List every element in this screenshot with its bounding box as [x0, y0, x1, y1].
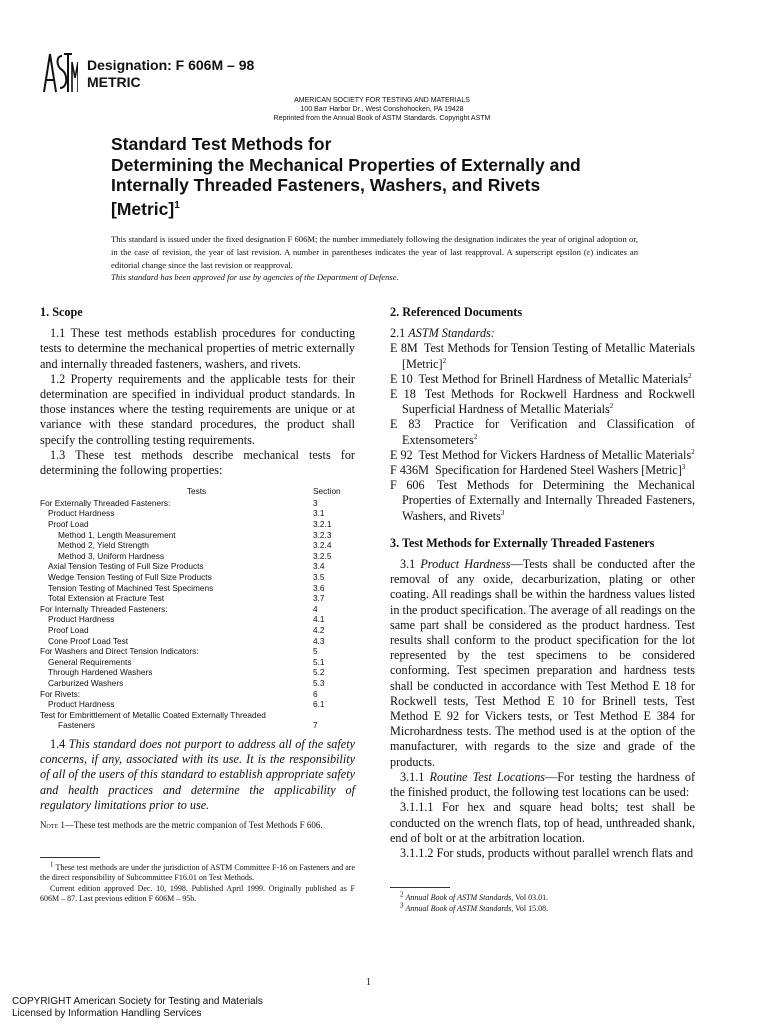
test-name: Product Hardness	[48, 699, 115, 710]
test-section: 6	[313, 688, 318, 699]
table-row	[40, 498, 355, 509]
table-row	[40, 710, 355, 721]
test-section: 3.2.1	[313, 519, 332, 530]
test-section: 5.2	[313, 667, 325, 678]
publisher-block	[200, 96, 564, 123]
footnote-mark: 3	[500, 508, 505, 517]
paragraph-3-1-1-2: 3.1.1.2 For studs, products without parallel wrench flats and	[400, 845, 694, 860]
footnote-2	[390, 890, 695, 904]
reference-title: Test Method for Brinell Hardness of Metallic Materials	[418, 371, 689, 386]
test-name: Product Hardness	[48, 508, 115, 519]
reference-title: Practice for Verification and Classification of Extensometers	[402, 417, 695, 447]
reference-code: E 18	[390, 387, 416, 402]
footnote-mark: 3	[400, 900, 404, 909]
test-name: Wedge Tension Testing of Full Size Products	[48, 571, 212, 582]
footnote-divider	[40, 857, 100, 858]
test-section: 4.3	[313, 635, 325, 646]
test-name: Fasteners	[58, 720, 95, 731]
designation-block	[87, 57, 254, 91]
reference-code: E 10	[390, 371, 413, 386]
footnote-source: Annual Book of ASTM Standards	[405, 893, 512, 903]
table-row	[40, 530, 355, 541]
test-name: Proof Load	[48, 519, 89, 530]
test-section: 5	[313, 646, 318, 657]
subsection-number: 2.1	[390, 326, 406, 341]
test-section: 3.4	[313, 561, 325, 572]
table-row	[40, 667, 355, 678]
reference-title: Test Methods for Determining the Mechanical Properties of Externally and Internally Threaded Fasteners, Washers, and Rivets	[402, 478, 695, 523]
paragraph-text: —For testing the hardness of the finished product, the following test locations can be used:	[390, 769, 696, 800]
test-section: 3.2.3	[313, 529, 332, 540]
table-row	[40, 593, 355, 604]
test-section: 5.1	[313, 656, 325, 667]
note-text: 1—These test methods are the metric companion of Test Methods F 606.	[60, 819, 323, 830]
table-row	[40, 689, 355, 700]
left-column	[40, 305, 355, 905]
footnote-mark: 2	[688, 371, 692, 380]
test-name: Method 2, Yield Strength	[58, 540, 149, 551]
table-row	[40, 636, 355, 647]
table-row	[40, 572, 355, 583]
tests-table-header	[40, 486, 355, 497]
publisher-name: AMERICAN SOCIETY FOR TESTING AND MATERIALS	[294, 97, 470, 104]
table-row	[40, 646, 355, 657]
title-line-1: Standard Test Methods for	[111, 134, 332, 154]
paragraph-3-1	[390, 557, 695, 770]
reference-code: F 606	[390, 478, 425, 493]
footnote-volume: , Vol 03.01.	[511, 893, 549, 903]
paragraph-title: Product Hardness	[420, 557, 511, 572]
reference-code: F 436M	[390, 463, 429, 478]
footnote-1	[40, 860, 355, 884]
reference-code: E 92	[390, 447, 413, 462]
test-name: For Internally Threaded Fasteners:	[40, 603, 168, 614]
test-name: Axial Tension Testing of Full Size Products	[48, 561, 204, 572]
paragraph-number: 3.1.1	[400, 769, 425, 784]
test-name: General Requirements	[48, 656, 132, 667]
table-row	[40, 625, 355, 636]
reference-item	[390, 463, 695, 478]
table-row	[40, 551, 355, 562]
title-line-3: Internally Threaded Fasteners, Washers, and Rivets	[111, 175, 541, 195]
section-heading-externally-threaded: 3. Test Methods for Externally Threaded Fasteners	[390, 535, 655, 550]
reference-item	[390, 448, 695, 463]
test-section: 3.2.4	[313, 540, 332, 551]
table-row	[40, 561, 355, 572]
test-name: Tension Testing of Machined Test Specimens	[48, 582, 214, 593]
test-name: For Rivets:	[40, 688, 81, 699]
test-name: Proof Load	[48, 624, 89, 635]
copyright-footer	[12, 996, 263, 1020]
copyright-line: COPYRIGHT American Society for Testing and Materials	[12, 996, 263, 1007]
test-name: Test for Embrittlement of Metallic Coated Externally Threaded	[40, 709, 266, 720]
footnote-mark: 1	[50, 860, 54, 869]
table-row	[40, 614, 355, 625]
footnote-mark: 2	[400, 890, 404, 899]
reference-title: Test Methods for Rockwell Hardness and Rockwell Superficial Hardness of Metallic Materials	[402, 387, 696, 417]
issuance-statement: This standard is issued under the fixed designation F 606M; the number immediately following the designation indicates the year of original adoption or, in the case of revision, the year of last revision. A number in parentheses indicates the year of last reapproval. A superscript epsilon (ε) indicates an editorial change since the last revision or reapproval.	[111, 234, 638, 270]
title-line-4	[111, 196, 631, 219]
footnote-text: These test methods are under the jurisdiction of ASTM Committee F-16 on Fasteners and are the direct responsibility of Subcommittee F16.01 on Test Methods.	[40, 862, 355, 883]
paragraph-3-1-1	[390, 770, 695, 800]
test-name: Carburized Washers	[48, 677, 124, 688]
table-row	[40, 720, 355, 731]
license-line: Licensed by Information Handling Services	[12, 1008, 202, 1019]
test-name: Method 3, Uniform Hardness	[58, 550, 165, 561]
footnote-divider	[390, 887, 450, 888]
designation: Designation: F 606M – 98	[87, 57, 255, 73]
table-row	[40, 657, 355, 668]
note-1	[40, 819, 355, 831]
safety-statement: This standard does not purport to address all of the safety concerns, if any, associated with its use. It is the responsibility of all of the users of this standard to establish appropriate safety and health practices and determine the applicability of regulatory limitations prior to use.	[40, 736, 355, 812]
document-title	[111, 134, 631, 219]
section-heading-scope: 1. Scope	[40, 305, 83, 319]
paragraph-3-1-1-1: 3.1.1.1 For hex and square head bolts; test shall be conducted on the wrench flats, top of head, unthreaded shank, end of bolt or at the arbitration location.	[390, 800, 695, 845]
footnote-mark: 2	[691, 447, 695, 456]
footnote-1-edition: Current edition approved Dec. 10, 1998. Published April 1999. Originally published as F 606M – 87. Last previous edition F 606M – 95b.	[40, 883, 355, 904]
test-name: Through Hardened Washers	[48, 667, 153, 678]
test-section: 5.3	[313, 677, 325, 688]
footnote-source: Annual Book of ASTM Standards	[405, 903, 512, 913]
reference-item	[390, 372, 695, 387]
paragraph-1-2: 1.2 Property requirements and the applicable tests for their determination are specified in individual product standards. In those instances where the testing requirements are unique or at variance with these standard procedures, the product shall specify the controlling testing requirements.	[40, 371, 355, 447]
reference-code: E 83	[390, 417, 421, 432]
test-name: For Externally Threaded Fasteners:	[40, 497, 171, 508]
test-name: Product Hardness	[48, 614, 115, 625]
table-row	[40, 540, 355, 551]
right-column	[390, 305, 695, 914]
table-row	[40, 519, 355, 530]
test-section: 3.5	[313, 571, 325, 582]
paragraph-number: 1.4	[50, 736, 66, 751]
reference-item	[390, 387, 695, 417]
test-name: For Washers and Direct Tension Indicators:	[40, 646, 199, 657]
test-section: 4.2	[313, 624, 325, 635]
paragraph-1-3: 1.3 These test methods describe mechanical tests for determining the following properties:	[40, 447, 355, 478]
reference-item	[390, 417, 695, 447]
approval-statement: This standard has been approved for use by agencies of the Department of Defense.	[111, 272, 399, 282]
paragraph-text: —Tests shall be conducted after the removal of any oxide, decarburization, plating or other coating. All readings shall be within the hardness values listed in the product specification. The average of all readings on the same part shall be considered as the product hardness. Test results shall conform to the product specification for the lot represented by the test specimens to be considered conforming. Test specimen preparation and hardness tests shall be conducted in accordance with Test Method E 18 for Rockwell tests, Test Method E 10 for Brinell tests, Test Method E 92 for Vickers tests, or Test Method E 384 for Microhardness tests. The method used is at the option of the manufacturer, with regards to the size and grade of the products.	[390, 557, 695, 769]
test-section: 3.6	[313, 582, 325, 593]
title-line-4-text: [Metric]	[111, 198, 175, 219]
reference-title: Test Methods for Tension Testing of Metallic Materials [Metric]	[402, 341, 695, 371]
reprint-note: Reprinted from the Annual Book of ASTM Standards. Copyright ASTM	[273, 115, 491, 122]
table-row	[40, 508, 355, 519]
title-line-2: Determining the Mechanical Properties of Externally and	[111, 154, 581, 175]
reference-title: Specification for Hardened Steel Washers [Metric]	[435, 463, 682, 478]
paragraph-1-4	[40, 737, 355, 813]
test-section: 4.1	[313, 614, 325, 625]
reference-item	[390, 341, 695, 371]
test-section: 4	[313, 603, 318, 614]
test-name: Cone Proof Load Test	[48, 635, 129, 646]
footnote-3	[390, 900, 695, 915]
note-label: Note	[40, 819, 59, 830]
paragraph-title: Routine Test Locations	[429, 769, 546, 784]
footnote-volume: , Vol 15.08.	[511, 903, 549, 913]
footnote-mark: 2	[609, 402, 614, 411]
table-row	[40, 604, 355, 615]
table-row	[40, 699, 355, 710]
table-row	[40, 678, 355, 689]
test-name: Method 1, Length Measurement	[58, 529, 176, 540]
page-number: 1	[366, 977, 371, 988]
section-heading-referenced-documents: 2. Referenced Documents	[390, 305, 523, 319]
table-row	[40, 583, 355, 594]
footnote-mark: 2	[473, 432, 478, 441]
test-section: 3.1	[313, 508, 325, 519]
test-section	[313, 710, 355, 721]
test-section: 7	[313, 720, 318, 731]
column-header-tests: Tests	[186, 486, 207, 497]
paragraph-number: 3.1	[400, 557, 416, 572]
reference-title: Test Method for Vickers Hardness of Metallic Materials	[418, 447, 692, 462]
test-name: Total Extension at Fracture Test	[48, 593, 165, 604]
publisher-address: 100 Barr Harbor Dr., West Conshohocken, PA 19428	[300, 106, 464, 113]
subsection-label: ASTM Standards:	[408, 326, 495, 341]
astm-standards-subheading	[390, 326, 695, 341]
paragraph-1-1: 1.1 These test methods establish procedures for conducting tests to determine the mechanical properties of metric externally and internally threaded fasteners, washers, and rivets.	[40, 326, 355, 371]
footnote-mark: 2	[442, 356, 447, 365]
reference-item	[390, 478, 695, 524]
tests-table	[40, 486, 355, 731]
test-section: 3.2.5	[313, 550, 332, 561]
column-header-section: Section	[313, 486, 341, 497]
test-section: 3.7	[313, 593, 325, 604]
title-footnote-mark: 1	[174, 199, 180, 211]
reference-code: E 8M	[390, 341, 418, 356]
footnote-mark: 3	[681, 462, 686, 471]
subdesignation: METRIC	[87, 74, 141, 90]
test-section: 6.1	[313, 699, 325, 710]
astm-logo	[38, 48, 78, 96]
test-section: 3	[313, 497, 318, 508]
